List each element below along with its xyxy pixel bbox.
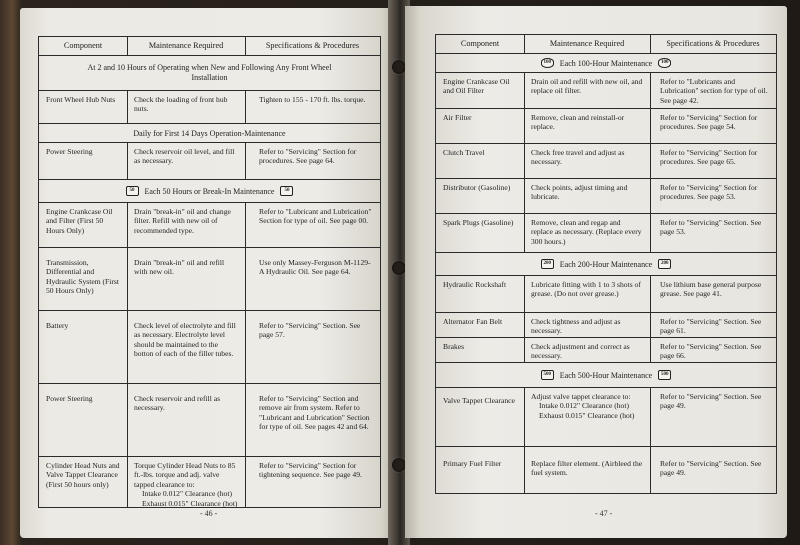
left-page xyxy=(20,8,395,538)
table-row xyxy=(39,248,380,311)
page-number-right: - 47 - xyxy=(595,509,613,518)
maintenance-cell: Check reservoir oil level, and fill as necessary. xyxy=(134,147,235,166)
specs-cell: Refer to "Servicing" Section. See page 53. xyxy=(660,218,762,237)
specs-cell: Tighten to 155 - 170 ft. lbs. torque. xyxy=(259,95,366,104)
intake-clearance: Intake 0.012" Clearance (hot) xyxy=(539,401,629,411)
section-14days-text: Daily for First 14 Days Operation-Maintenance xyxy=(133,128,286,138)
maintenance-text: Adjust valve tappet clearance to: xyxy=(531,392,631,401)
section-100 xyxy=(436,54,776,73)
specs-cell: Refer to "Servicing" Section for procedures. See page 54. xyxy=(660,113,758,132)
maintenance-cell: Check free travel and adjust as necessary. xyxy=(531,148,625,167)
header-maintenance: Maintenance Required xyxy=(549,39,625,48)
hour-500-icon: 500 xyxy=(541,370,554,380)
table-header xyxy=(436,35,776,54)
table-row xyxy=(436,179,776,214)
table-row xyxy=(39,91,380,124)
specs-cell: Refer to "Servicing" Section. See page 57. xyxy=(259,321,361,340)
binder-hole xyxy=(392,261,406,275)
table-row xyxy=(436,214,776,253)
maintenance-cell: Check level of electrolyte and fill as necessary. Electrolyte level should be maintained to the botton of each of the filler tubes. xyxy=(134,321,236,359)
component-cell: Engine Crankcase Oil and Oil Filter xyxy=(443,77,510,96)
component-cell: Brakes xyxy=(443,342,465,351)
component-cell: Power Steering xyxy=(46,394,93,403)
component-cell: Power Steering xyxy=(46,147,93,156)
specs-cell: Refer to "Servicing" Section and remove air from system. Refer to "Lubricant and Lubrication" Section for type of oil. See pages 42 and 64. xyxy=(259,394,370,432)
section-200 xyxy=(436,253,776,276)
intake-clearance: Intake 0.012" Clearance (hot) xyxy=(142,489,232,499)
hour-500-icon: 500 xyxy=(658,370,671,380)
maintenance-cell: Check reservoir and refill as necessary. xyxy=(134,394,221,413)
table-row xyxy=(436,109,776,144)
header-specs: Specifications & Procedures xyxy=(265,41,360,50)
table-row xyxy=(436,313,776,338)
section-install xyxy=(39,56,380,91)
maintenance-cell: Check tightness and adjust as necessary. xyxy=(531,317,621,336)
right-page xyxy=(405,6,787,538)
specs-cell: Refer to "Servicing" Section. See page 66. xyxy=(660,342,762,361)
hour-50-icon: 50 xyxy=(280,186,293,196)
specs-cell: Refer to "Servicing" Section for tightening sequence. See page 49. xyxy=(259,461,362,480)
component-cell: Transmission, Differential and Hydraulic System (First 50 Hours Only) xyxy=(46,258,119,296)
maintenance-cell: Drain "break-in" oil and change filter. Refill with new oil of recommended type. xyxy=(134,207,231,235)
component-cell: Spark Plugs (Gasoline) xyxy=(443,218,514,227)
maintenance-cell: Lubricate fitting with 1 to 3 shots of grease. (Do not over grease.) xyxy=(531,280,641,299)
component-cell: Hydraulic Rockshaft xyxy=(443,280,507,289)
header-specs: Specifications & Procedures xyxy=(666,39,760,48)
maintenance-cell: Drain oil and refill with new oil, and replace oil filter. xyxy=(531,77,643,96)
specs-cell: Refer to "Servicing" Section. See page 49. xyxy=(660,459,762,478)
maintenance-cell xyxy=(127,457,245,507)
maintenance-cell: Check adjustment and correct as necessary. xyxy=(531,342,630,361)
specs-cell: Use only Massey-Ferguson M-1129-A Hydraulic Oil. See page 64. xyxy=(259,258,371,277)
hour-200-icon: 200 xyxy=(541,259,554,269)
section-14days xyxy=(39,124,380,143)
binder-hole xyxy=(392,458,406,472)
table-row xyxy=(39,384,380,457)
section-50-text: Each 50 Hours or Break-In Maintenance xyxy=(144,186,275,196)
specs-cell: Refer to "Servicing" Section for procedures. See page 65. xyxy=(660,148,758,167)
specs-cell: Refer to "Lubricants and Lubrication" section for type of oil. See page 42. xyxy=(660,77,768,105)
specs-cell: Refer to "Lubricant and Lubrication" Section for type of oil. See page 00. xyxy=(259,207,372,226)
section-200-text: Each 200-Hour Maintenance xyxy=(559,259,653,269)
header-maintenance: Maintenance Required xyxy=(148,41,224,50)
table-row xyxy=(436,338,776,363)
right-maintenance-table xyxy=(435,34,777,494)
table-row xyxy=(436,276,776,313)
maintenance-cell: Remove, clean and reinstall-or replace. xyxy=(531,113,625,132)
component-cell: Primary Fuel Filter xyxy=(443,459,502,468)
component-cell: Valve Tappet Clearance xyxy=(443,396,515,405)
hour-50-icon: 50 xyxy=(126,186,139,196)
maintenance-cell: Remove, clean and regap and replace as necessary. (Replace every 300 hours.) xyxy=(531,218,642,246)
section-50 xyxy=(39,180,380,203)
specs-cell: Use lithium base general purpose grease. See page 41. xyxy=(660,280,762,299)
table-row xyxy=(436,447,776,493)
hour-100-icon: 100 xyxy=(658,58,671,68)
table-row xyxy=(436,388,776,447)
table-header xyxy=(39,37,380,56)
table-row xyxy=(39,143,380,180)
component-cell: Engine Crankcase Oil and Filter (First 50 Hours Only) xyxy=(46,207,113,235)
hour-200-icon: 200 xyxy=(658,259,671,269)
component-cell: Clutch Travel xyxy=(443,148,485,157)
component-cell: Front Wheel Hub Nuts xyxy=(46,95,116,104)
component-cell: Alternator Fan Belt xyxy=(443,317,503,326)
table-row xyxy=(39,203,380,248)
section-500 xyxy=(436,363,776,388)
maintenance-cell: Drain "break-in" oil and refill with new oil. xyxy=(134,258,225,277)
maintenance-cell xyxy=(524,388,650,446)
maintenance-cell: Check points, adjust timing and lubricate. xyxy=(531,183,628,202)
header-component: Component xyxy=(460,39,500,48)
maintenance-text: Torque Cylinder Head Nuts to 85 ft.-lbs. torque and adj. valve tapped clearance to: xyxy=(134,461,236,489)
table-row xyxy=(39,311,380,384)
section-100-text: Each 100-Hour Maintenance xyxy=(559,58,653,68)
table-row xyxy=(436,144,776,179)
header-component: Component xyxy=(63,41,103,50)
specs-cell: Refer to "Servicing" Section for procedures. See page 53. xyxy=(660,183,758,202)
hour-100-icon: 100 xyxy=(541,58,554,68)
binder-hole xyxy=(392,60,406,74)
specs-cell: Refer to "Servicing" Section. See page 49. xyxy=(660,392,762,411)
specs-cell: Refer to "Servicing" Section. See page 61. xyxy=(660,317,762,336)
exhaust-clearance: Exhaust 0.015" Clearance (hot) xyxy=(539,410,635,420)
component-cell: Cylinder Head Nuts and Valve Tappet Clearance (First 50 hours only) xyxy=(46,461,120,489)
page-number-left: - 46 - xyxy=(200,509,218,518)
component-cell: Distributor (Gasoline) xyxy=(443,183,511,192)
specs-cell: Refer to "Servicing" Section for procedures. See page 64. xyxy=(259,147,357,166)
table-row xyxy=(39,457,380,507)
section-500-text: Each 500-Hour Maintenance xyxy=(559,370,653,380)
component-cell: Battery xyxy=(46,321,69,330)
maintenance-cell: Replace filter element. (Airbleed the fuel system. xyxy=(531,459,643,478)
left-maintenance-table xyxy=(38,36,381,508)
maintenance-cell: Check the loading of front hub nuts. xyxy=(134,95,228,114)
component-cell: Air Filter xyxy=(443,113,472,122)
section-install-text: At 2 and 10 Hours of Operating when New and Following Any Front Wheel Installation xyxy=(87,63,332,82)
table-row xyxy=(436,73,776,109)
exhaust-clearance: Exhaust 0.015" Clearance (hot) xyxy=(142,498,238,508)
